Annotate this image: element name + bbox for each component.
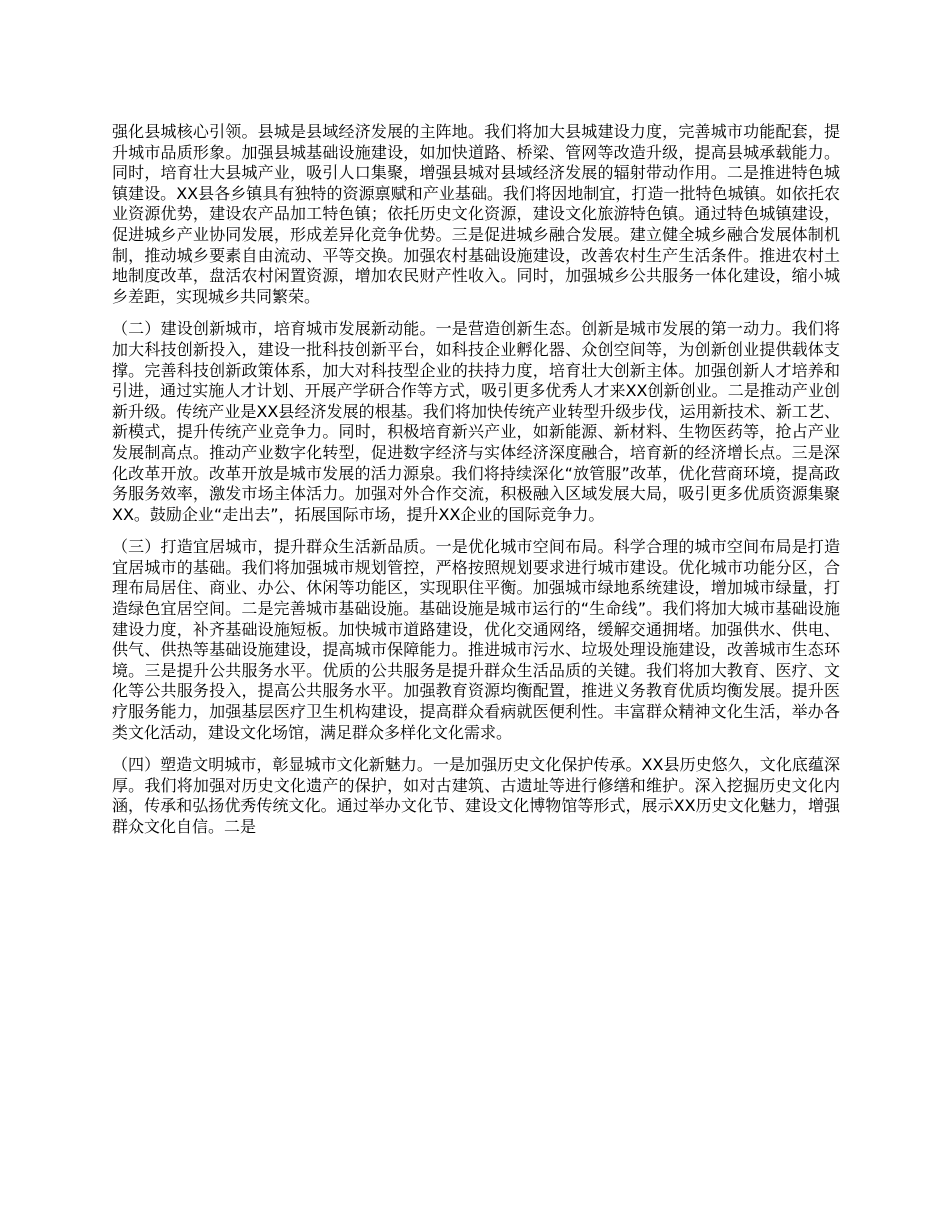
paragraph-civilized-city: （四）塑造文明城市，彰显城市文化新魅力。一是加强历史文化保护传承。XX县历史悠久，文化底蕴深厚。我们将加强对历史文化遗产的保护，如对古建筑、古遗址等进行修缮和维护。深入挖掘历史文化内涵，传承和弘扬优秀传统文化。通过举办文化节、建设文化博物馆等形式，展示XX历史文化魅力，增强群众文化自信。二是 [112,755,840,836]
paragraph-livable-city: （三）打造宜居城市，提升群众生活新品质。一是优化城市空间布局。科学合理的城市空间布局是打造宜居城市的基础。我们将加强城市规划管控，严格按照规划要求进行城市建设。优化城市功能分区，合理布局居住、商业、办公、休闲等功能区，实现职住平衡。加强城市绿地系统建设，增加城市绿量，打造绿色宜居空间。二是完善城市基础设施。基础设施是城市运行的“生命线”。我们将加大城市基础设施建设力度，补齐基础设施短板。加快城市道路建设，优化交通网络，缓解交通拥堵。加强供水、供电、供气、供热等基础设施建设，提高城市保障能力。推进城市污水、垃圾处理设施建设，改善城市生态环境。三是提升公共服务水平。优质的公共服务是提升群众生活品质的关键。我们将加大教育、医疗、文化等公共服务投入，提高公共服务水平。加强教育资源均衡配置，推进义务教育优质均衡发展。提升医疗服务能力，加强基层医疗卫生机构建设，提高群众看病就医便利性。丰富群众精神文化生活，举办各类文化活动，建设文化场馆，满足群众多样化文化需求。 [112,537,840,742]
paragraph-county-town-development: 强化县城核心引领。县城是县域经济发展的主阵地。我们将加大县城建设力度，完善城市功能配套，提升城市品质形象。加强县城基础设施建设，如加快道路、桥梁、管网等改造升级，提高县城承载能力。同时，培育壮大县城产业，吸引人口集聚，增强县城对县域经济发展的辐射带动作用。二是推进特色城镇建设。XX县各乡镇具有独特的资源禀赋和产业基础。我们将因地制宜，打造一批特色城镇。如依托农业资源优势，建设农产品加工特色镇；依托历史文化资源，建设文化旅游特色镇。通过特色城镇建设，促进城乡产业协同发展，形成差异化竞争优势。三是促进城乡融合发展。建立健全城乡融合发展体制机制，推动城乡要素自由流动、平等交换。加强农村基础设施建设，改善农村生产生活条件。推进农村土地制度改革，盘活农村闲置资源，增加农民财产性收入。同时，加强城乡公共服务一体化建设，缩小城乡差距，实现城乡共同繁荣。 [112,122,840,306]
document-body [112,122,840,850]
paragraph-innovative-city: （二）建设创新城市，培育城市发展新动能。一是营造创新生态。创新是城市发展的第一动力。我们将加大科技创新投入，建设一批科技创新平台，如科技企业孵化器、众创空间等，为创新创业提供载体支撑。完善科技创新政策体系，加大对科技型企业的扶持力度，培育壮大创新主体。加强创新人才培养和引进，通过实施人才计划、开展产学研合作等方式，吸引更多优秀人才来XX创新创业。二是推动产业创新升级。传统产业是XX县经济发展的根基。我们将加快传统产业转型升级步伐，运用新技术、新工艺、新模式，提升传统产业竞争力。同时，积极培育新兴产业，如新能源、新材料、生物医药等，抢占产业发展制高点。推动产业数字化转型，促进数字经济与实体经济深度融合，培育新的经济增长点。三是深化改革开放。改革开放是城市发展的活力源泉。我们将持续深化“放管服”改革，优化营商环境，提高政务服务效率，激发市场主体活力。加强对外合作交流，积极融入区域发展大局，吸引更多优质资源集聚XX。鼓励企业“走出去”，拓展国际市场，提升XX企业的国际竞争力。 [112,319,840,524]
